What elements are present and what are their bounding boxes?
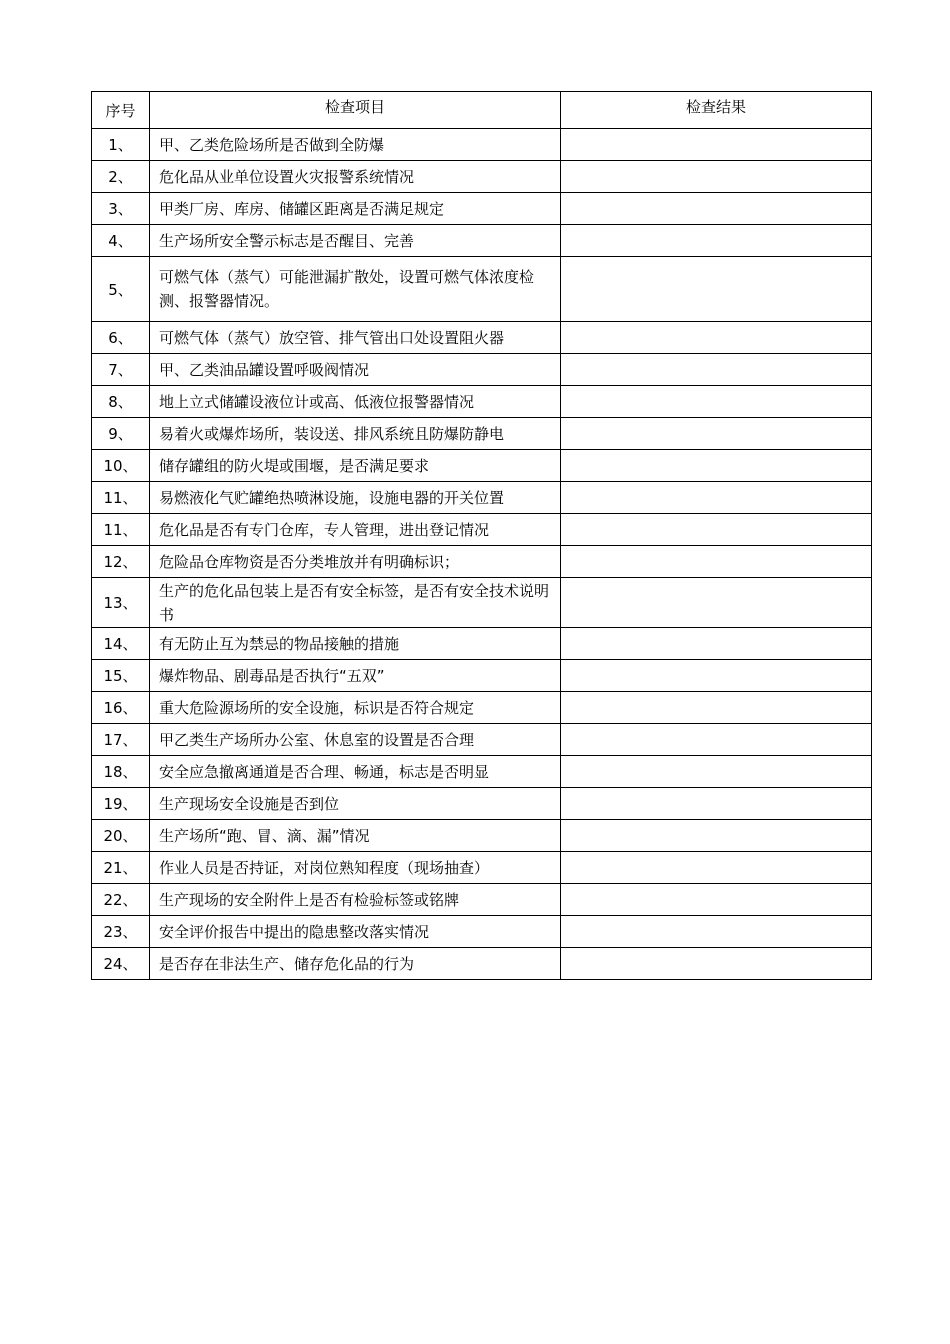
row-check-result-cell[interactable] <box>561 514 872 546</box>
row-check-result-cell[interactable] <box>561 756 872 788</box>
row-check-result-cell[interactable] <box>561 129 872 161</box>
table-body <box>92 129 872 980</box>
row-number: 3、 <box>92 193 150 225</box>
row-check-result-cell[interactable] <box>561 386 872 418</box>
row-number: 12、 <box>92 546 150 578</box>
table-row <box>92 161 872 193</box>
row-number: 10、 <box>92 450 150 482</box>
row-check-item: 地上立式储罐设液位计或高、低液位报警器情况 <box>150 386 561 418</box>
row-number: 20、 <box>92 820 150 852</box>
table-row <box>92 514 872 546</box>
row-check-result-cell[interactable] <box>561 257 872 322</box>
row-number: 1、 <box>92 129 150 161</box>
row-check-item: 易着火或爆炸场所，装设送、排风系统且防爆防静电 <box>150 418 561 450</box>
table-row <box>92 418 872 450</box>
row-check-result-cell[interactable] <box>561 193 872 225</box>
header-check-result: 检查结果 <box>561 92 872 129</box>
row-number: 7、 <box>92 354 150 386</box>
row-number: 9、 <box>92 418 150 450</box>
table-row <box>92 193 872 225</box>
row-number: 24、 <box>92 948 150 980</box>
row-check-result-cell[interactable] <box>561 354 872 386</box>
row-number: 14、 <box>92 628 150 660</box>
row-check-item: 是否存在非法生产、储存危化品的行为 <box>150 948 561 980</box>
table-row <box>92 257 872 322</box>
row-check-result-cell[interactable] <box>561 482 872 514</box>
row-check-item: 危化品是否有专门仓库，专人管理，进出登记情况 <box>150 514 561 546</box>
row-check-item: 作业人员是否持证，对岗位熟知程度（现场抽查） <box>150 852 561 884</box>
row-check-item: 易燃液化气贮罐绝热喷淋设施，设施电器的开关位置 <box>150 482 561 514</box>
row-check-item: 危化品从业单位设置火灾报警系统情况 <box>150 161 561 193</box>
table-row <box>92 916 872 948</box>
row-check-item: 危险品仓库物资是否分类堆放并有明确标识； <box>150 546 561 578</box>
row-check-item: 可燃气体（蒸气）可能泄漏扩散处，设置可燃气体浓度检测、报警器情况。 <box>150 257 561 322</box>
row-check-result-cell[interactable] <box>561 692 872 724</box>
row-check-item: 甲、乙类油品罐设置呼吸阀情况 <box>150 354 561 386</box>
row-number: 23、 <box>92 916 150 948</box>
row-check-result-cell[interactable] <box>561 724 872 756</box>
row-check-item: 生产场所安全警示标志是否醒目、完善 <box>150 225 561 257</box>
row-check-item: 可燃气体（蒸气）放空管、排气管出口处设置阻火器 <box>150 322 561 354</box>
table-row <box>92 724 872 756</box>
table-row <box>92 756 872 788</box>
table-header-row <box>92 92 872 129</box>
table-row <box>92 852 872 884</box>
row-check-result-cell[interactable] <box>561 948 872 980</box>
row-check-item: 重大危险源场所的安全设施，标识是否符合规定 <box>150 692 561 724</box>
row-number: 18、 <box>92 756 150 788</box>
row-number: 11、 <box>92 482 150 514</box>
table-row <box>92 450 872 482</box>
row-number: 17、 <box>92 724 150 756</box>
inspection-sheet <box>91 91 871 980</box>
table-row <box>92 354 872 386</box>
row-check-result-cell[interactable] <box>561 788 872 820</box>
header-check-item: 检查项目 <box>150 92 561 129</box>
row-number: 5、 <box>92 257 150 322</box>
table-row <box>92 386 872 418</box>
row-number: 8、 <box>92 386 150 418</box>
row-check-item: 安全应急撤离通道是否合理、畅通，标志是否明显 <box>150 756 561 788</box>
table-row <box>92 788 872 820</box>
row-check-item: 储存罐组的防火堤或围堰，是否满足要求 <box>150 450 561 482</box>
row-number: 21、 <box>92 852 150 884</box>
table-row <box>92 884 872 916</box>
table-row <box>92 692 872 724</box>
row-check-result-cell[interactable] <box>561 418 872 450</box>
row-check-result-cell[interactable] <box>561 852 872 884</box>
inspection-table <box>91 91 872 980</box>
table-row <box>92 628 872 660</box>
table-row <box>92 820 872 852</box>
table-row <box>92 482 872 514</box>
row-check-result-cell[interactable] <box>561 820 872 852</box>
row-number: 6、 <box>92 322 150 354</box>
row-number: 16、 <box>92 692 150 724</box>
row-check-result-cell[interactable] <box>561 628 872 660</box>
row-check-result-cell[interactable] <box>561 660 872 692</box>
row-check-item: 生产场所“跑、冒、滴、漏”情况 <box>150 820 561 852</box>
table-row <box>92 546 872 578</box>
table-row <box>92 225 872 257</box>
row-check-result-cell[interactable] <box>561 884 872 916</box>
row-check-item: 有无防止互为禁忌的物品接触的措施 <box>150 628 561 660</box>
table-row <box>92 578 872 628</box>
table-row <box>92 322 872 354</box>
row-check-result-cell[interactable] <box>561 578 872 628</box>
row-check-result-cell[interactable] <box>561 225 872 257</box>
row-number: 22、 <box>92 884 150 916</box>
row-check-item: 生产现场安全设施是否到位 <box>150 788 561 820</box>
row-check-result-cell[interactable] <box>561 322 872 354</box>
table-row <box>92 948 872 980</box>
row-number: 2、 <box>92 161 150 193</box>
row-number: 19、 <box>92 788 150 820</box>
row-number: 13、 <box>92 578 150 628</box>
row-check-result-cell[interactable] <box>561 546 872 578</box>
row-check-item: 甲类厂房、库房、储罐区距离是否满足规定 <box>150 193 561 225</box>
row-check-item: 生产的危化品包装上是否有安全标签，是否有安全技术说明书 <box>150 578 561 628</box>
row-check-item: 生产现场的安全附件上是否有检验标签或铭牌 <box>150 884 561 916</box>
row-check-item: 甲乙类生产场所办公室、休息室的设置是否合理 <box>150 724 561 756</box>
row-check-result-cell[interactable] <box>561 450 872 482</box>
row-check-item: 爆炸物品、剧毒品是否执行“五双” <box>150 660 561 692</box>
row-check-result-cell[interactable] <box>561 161 872 193</box>
table-row <box>92 660 872 692</box>
row-number: 4、 <box>92 225 150 257</box>
row-check-result-cell[interactable] <box>561 916 872 948</box>
row-number: 11、 <box>92 514 150 546</box>
row-number: 15、 <box>92 660 150 692</box>
row-check-item: 安全评价报告中提出的隐患整改落实情况 <box>150 916 561 948</box>
header-serial-number: 序号 <box>92 92 150 129</box>
row-check-item: 甲、乙类危险场所是否做到全防爆 <box>150 129 561 161</box>
table-row <box>92 129 872 161</box>
